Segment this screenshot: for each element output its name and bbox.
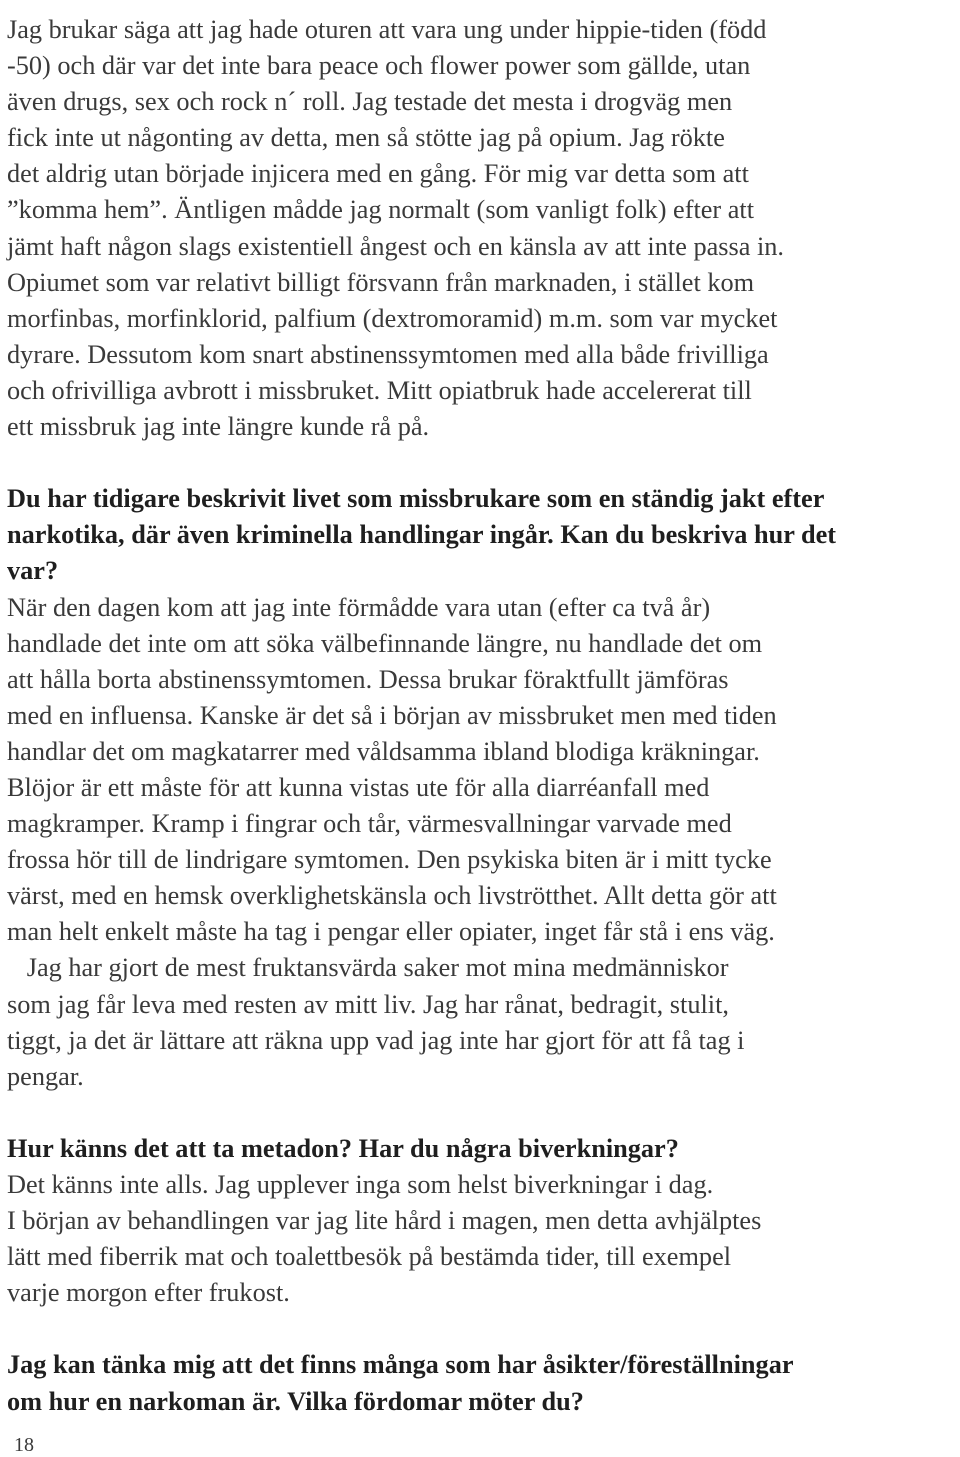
paragraph-spacer — [7, 1311, 953, 1347]
text-line: handlade det inte om att söka välbefinnande längre, nu handlade det om — [7, 628, 763, 658]
text-line: Opiumet som var relativt billigt försvann från marknaden, i stället kom — [7, 267, 755, 297]
text-line: Jag brukar säga att jag hade oturen att vara ung under hippie-tiden (född — [7, 15, 767, 44]
text-line: som jag får leva med resten av mitt liv. Jag har rånat, bedragit, stulit, — [7, 989, 729, 1019]
text-line: Jag har gjort de mest fruktansvärda saker mot mina medmänniskor — [7, 953, 729, 983]
page-number: 18 — [14, 1434, 34, 1456]
paragraph-intro — [7, 12, 953, 445]
text-line: med en influensa. Kanske är det så i början av missbruket men med tiden — [7, 700, 777, 730]
question-line: var? — [7, 556, 59, 586]
question-block — [7, 1131, 953, 1167]
text-line: När den dagen kom att jag inte förmådde vara utan (efter ca två år) — [7, 592, 711, 622]
text-line: varje morgon efter frukost. — [7, 1278, 290, 1308]
text-line: värst, med en hemsk overklighetskänsla och livströtthet. Allt detta gör att — [7, 881, 777, 911]
question-line: om hur en narkoman är. Vilka fördomar möter du? — [7, 1386, 584, 1416]
text-line: det aldrig utan började injicera med en gång. För mig var detta som att — [7, 159, 749, 189]
text-line: Det känns inte alls. Jag upplever inga som helst biverkningar i dag. — [7, 1170, 714, 1199]
text-line: att hålla borta abstinenssymtomen. Dessa brukar föraktfullt jämföras — [7, 664, 729, 694]
text-line: jämt haft någon slags existentiell ångest och en känsla av att inte passa in. — [7, 231, 785, 261]
question-line: Jag kan tänka mig att det finns många som har åsikter/föreställningar — [7, 1350, 794, 1380]
answer-block — [7, 1167, 953, 1311]
text-line: tiggt, ja det är lättare att räkna upp vad jag inte har gjort för att få tag i — [7, 1025, 745, 1055]
text-line: magkramper. Kramp i fingrar och tår, värmesvallningar varvade med — [7, 809, 732, 839]
question-line: Du har tidigare beskrivit livet som missbrukare som en ständig jakt efter — [7, 484, 825, 514]
text-line: ett missbruk jag inte längre kunde rå på. — [7, 412, 430, 442]
text-line: dyrare. Dessutom kom snart abstinenssymtomen med alla både frivilliga — [7, 339, 769, 369]
text-line: fick inte ut någonting av detta, men så stötte jag på opium. Jag rökte — [7, 123, 725, 153]
text-line: Blöjor är ett måste för att kunna vistas ute för alla diarréanfall med — [7, 772, 710, 802]
text-line: ”komma hem”. Äntligen mådde jag normalt (som vanligt folk) efter att — [7, 195, 755, 225]
text-line: frossa hör till de lindrigare symtomen. Den psykiska biten är i mitt tycke — [7, 845, 772, 875]
answer-block — [7, 590, 953, 1095]
question-line: Hur känns det att ta metadon? Har du några biverkningar? — [7, 1133, 679, 1163]
paragraph-spacer — [7, 445, 953, 481]
text-line: -50) och där var det inte bara peace och flower power som gällde, utan — [7, 51, 751, 81]
text-line: man helt enkelt måste ha tag i pengar eller opiater, inget får stå i ens väg. — [7, 917, 775, 947]
question-block — [7, 1347, 953, 1419]
text-line: och ofrivilliga avbrott i missbruket. Mitt opiatbruk hade accelererat till — [7, 375, 752, 405]
text-line: lätt med fiberrik mat och toalettbesök på bestämda tider, till exempel — [7, 1242, 732, 1272]
text-line: I början av behandlingen var jag lite hård i magen, men detta avhjälptes — [7, 1206, 762, 1236]
text-line: morfinbas, morfinklorid, palfium (dextromoramid) m.m. som var mycket — [7, 303, 778, 333]
question-block — [7, 481, 953, 589]
text-line: även drugs, sex och rock n´ roll. Jag testade det mesta i drogväg men — [7, 87, 733, 117]
document-page — [7, 12, 953, 1420]
paragraph-spacer — [7, 1095, 953, 1131]
text-line: pengar. — [7, 1061, 84, 1091]
question-line: narkotika, där även kriminella handlingar ingår. Kan du beskriva hur det — [7, 520, 837, 550]
text-line: handlar det om magkatarrer med våldsamma ibland blodiga kräkningar. — [7, 736, 760, 766]
